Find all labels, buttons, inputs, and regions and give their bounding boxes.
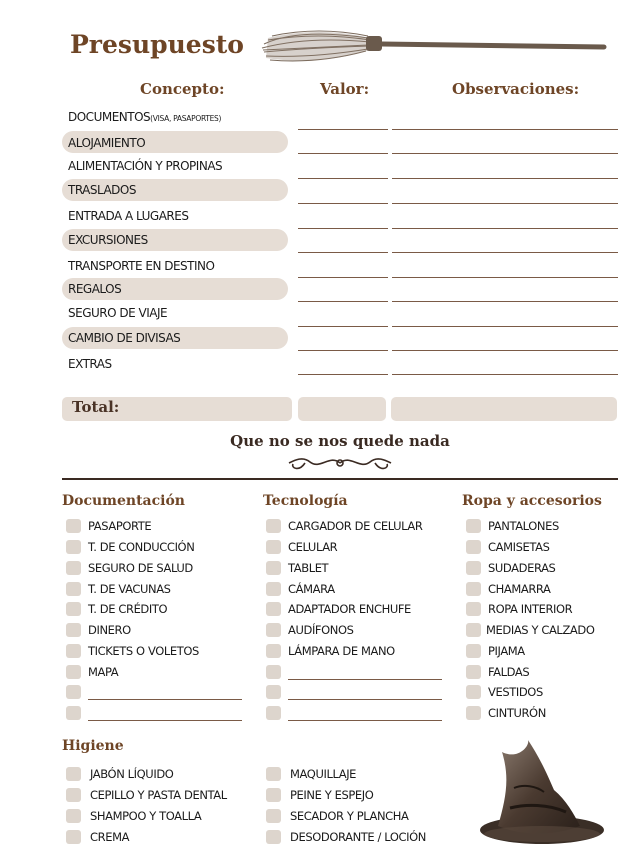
notes-line[interactable] <box>392 129 618 130</box>
wizard-hat-icon <box>470 738 610 848</box>
list-item: CREMA <box>90 830 130 844</box>
budget-row: TRASLADOS <box>68 183 136 197</box>
section-title-tecnologia: Tecnología <box>263 493 348 509</box>
list-item: SECADOR Y PLANCHA <box>290 809 409 823</box>
list-item: TICKETS O VOLETOS <box>88 644 199 658</box>
notes-line[interactable] <box>392 301 618 302</box>
notes-line[interactable] <box>392 326 618 327</box>
notes-line[interactable] <box>392 153 618 154</box>
checkbox[interactable] <box>66 540 81 554</box>
checkbox[interactable] <box>266 561 281 575</box>
checkbox[interactable] <box>466 644 481 658</box>
blank-item-line[interactable] <box>288 720 442 721</box>
checkbox[interactable] <box>66 788 81 802</box>
section-title-documentacion: Documentación <box>62 493 185 509</box>
budget-row: ALOJAMIENTO <box>68 136 146 150</box>
list-item: CARGADOR DE CELULAR <box>288 519 423 533</box>
budget-row: ALIMENTACIÓN Y PROPINAS <box>68 159 223 173</box>
notes-line[interactable] <box>392 228 618 229</box>
total-value-box[interactable] <box>298 397 386 421</box>
checkbox[interactable] <box>66 582 81 596</box>
list-item: CHAMARRA <box>488 582 551 596</box>
notes-line[interactable] <box>392 203 618 204</box>
header-concept: Concepto: <box>140 80 225 98</box>
value-line[interactable] <box>298 301 388 302</box>
checkbox[interactable] <box>266 644 281 658</box>
list-item: PANTALONES <box>488 519 559 533</box>
list-item: SHAMPOO Y TOALLA <box>90 809 202 823</box>
value-line[interactable] <box>298 178 388 179</box>
list-item: T. DE VACUNAS <box>88 582 171 596</box>
checkbox[interactable] <box>66 519 81 533</box>
list-item: CINTURÓN <box>488 706 546 720</box>
checkbox[interactable] <box>266 665 281 679</box>
list-item: VESTIDOS <box>488 685 543 699</box>
page-title: Presupuesto <box>70 30 244 59</box>
list-item: DINERO <box>88 623 131 637</box>
budget-row: EXTRAS <box>68 357 112 371</box>
list-item: MAPA <box>88 665 119 679</box>
list-item: CEPILLO Y PASTA DENTAL <box>90 788 227 802</box>
checkbox[interactable] <box>66 665 81 679</box>
list-item: SEGURO DE SALUD <box>88 561 193 575</box>
list-item: SUDADERAS <box>488 561 556 575</box>
list-item: AUDÍFONOS <box>288 623 354 637</box>
list-item: ROPA INTERIOR <box>488 602 573 616</box>
checkbox[interactable] <box>266 519 281 533</box>
header-value: Valor: <box>320 80 370 98</box>
budget-row: TRANSPORTE EN DESTINO <box>68 259 215 273</box>
checkbox[interactable] <box>266 767 281 781</box>
checkbox[interactable] <box>266 830 281 844</box>
row-note: (VISA, PASAPORTES) <box>150 114 222 123</box>
budget-row: EXCURSIONES <box>68 233 148 247</box>
checkbox[interactable] <box>66 561 81 575</box>
total-label: Total: <box>72 398 120 416</box>
list-item: LÁMPARA DE MANO <box>288 644 395 658</box>
checkbox[interactable] <box>66 809 81 823</box>
checkbox[interactable] <box>466 665 481 679</box>
list-item: ADAPTADOR ENCHUFE <box>288 602 411 616</box>
checklist-subtitle: Que no se nos quede nada <box>230 432 450 450</box>
notes-line[interactable] <box>392 178 618 179</box>
value-line[interactable] <box>298 129 388 130</box>
checkbox[interactable] <box>266 706 281 720</box>
list-item: TABLET <box>288 561 329 575</box>
budget-row: CAMBIO DE DIVISAS <box>68 331 181 345</box>
checkbox[interactable] <box>466 602 481 616</box>
section-title-ropa: Ropa y accesorios <box>462 493 602 509</box>
section-title-higiene: Higiene <box>62 738 124 754</box>
checkbox[interactable] <box>466 582 481 596</box>
list-item: DESODORANTE / LOCIÓN <box>290 830 426 844</box>
checkbox[interactable] <box>266 582 281 596</box>
list-item: PEINE Y ESPEJO <box>290 788 374 802</box>
blank-item-line[interactable] <box>88 720 242 721</box>
checkbox[interactable] <box>466 685 481 699</box>
value-line[interactable] <box>298 277 388 278</box>
list-item: T. DE CONDUCCIÓN <box>88 540 195 554</box>
notes-line[interactable] <box>392 350 618 351</box>
checkbox[interactable] <box>266 788 281 802</box>
list-item: MEDIAS Y CALZADO <box>486 623 595 637</box>
checkbox[interactable] <box>266 540 281 554</box>
value-line[interactable] <box>298 374 388 375</box>
value-line[interactable] <box>298 326 388 327</box>
budget-row: ENTRADA A LUGARES <box>68 209 189 223</box>
divider <box>62 478 618 480</box>
value-line[interactable] <box>298 252 388 253</box>
notes-line[interactable] <box>392 252 618 253</box>
checkbox[interactable] <box>466 623 481 637</box>
checkbox[interactable] <box>266 602 281 616</box>
list-item: MAQUILLAJE <box>290 767 357 781</box>
checkbox[interactable] <box>266 623 281 637</box>
value-line[interactable] <box>298 350 388 351</box>
checkbox[interactable] <box>66 644 81 658</box>
list-item: CELULAR <box>288 540 338 554</box>
list-item: JABÓN LÍQUIDO <box>90 767 174 781</box>
checkbox[interactable] <box>466 561 481 575</box>
budget-row: SEGURO DE VIAJE <box>68 306 168 320</box>
list-item: CAMISETAS <box>488 540 550 554</box>
value-line[interactable] <box>298 153 388 154</box>
total-notes-box[interactable] <box>391 397 617 421</box>
blank-item-line[interactable] <box>88 699 242 700</box>
checkbox[interactable] <box>266 809 281 823</box>
list-item: PASAPORTE <box>88 519 152 533</box>
checkbox[interactable] <box>66 685 81 699</box>
checkbox[interactable] <box>466 519 481 533</box>
row-label: DOCUMENTOS <box>68 110 151 124</box>
value-line[interactable] <box>298 228 388 229</box>
checkbox[interactable] <box>466 540 481 554</box>
value-line[interactable] <box>298 203 388 204</box>
list-item: T. DE CRÉDITO <box>88 602 168 616</box>
broom-icon <box>258 26 608 66</box>
checkbox[interactable] <box>66 767 81 781</box>
checkbox[interactable] <box>66 830 81 844</box>
list-item: FALDAS <box>488 665 530 679</box>
blank-item-line[interactable] <box>288 699 442 700</box>
notes-line[interactable] <box>392 374 618 375</box>
budget-row <box>68 110 221 124</box>
list-item: PIJAMA <box>488 644 525 658</box>
header-notes: Observaciones: <box>452 80 580 98</box>
checkbox[interactable] <box>266 685 281 699</box>
checkbox[interactable] <box>66 706 81 720</box>
checkbox[interactable] <box>66 623 81 637</box>
blank-item-line[interactable] <box>288 679 442 680</box>
notes-line[interactable] <box>392 277 618 278</box>
budget-row: REGALOS <box>68 282 122 296</box>
checkbox[interactable] <box>466 706 481 720</box>
list-item: CÁMARA <box>288 582 335 596</box>
checkbox[interactable] <box>66 602 81 616</box>
ornament-icon <box>285 452 395 474</box>
